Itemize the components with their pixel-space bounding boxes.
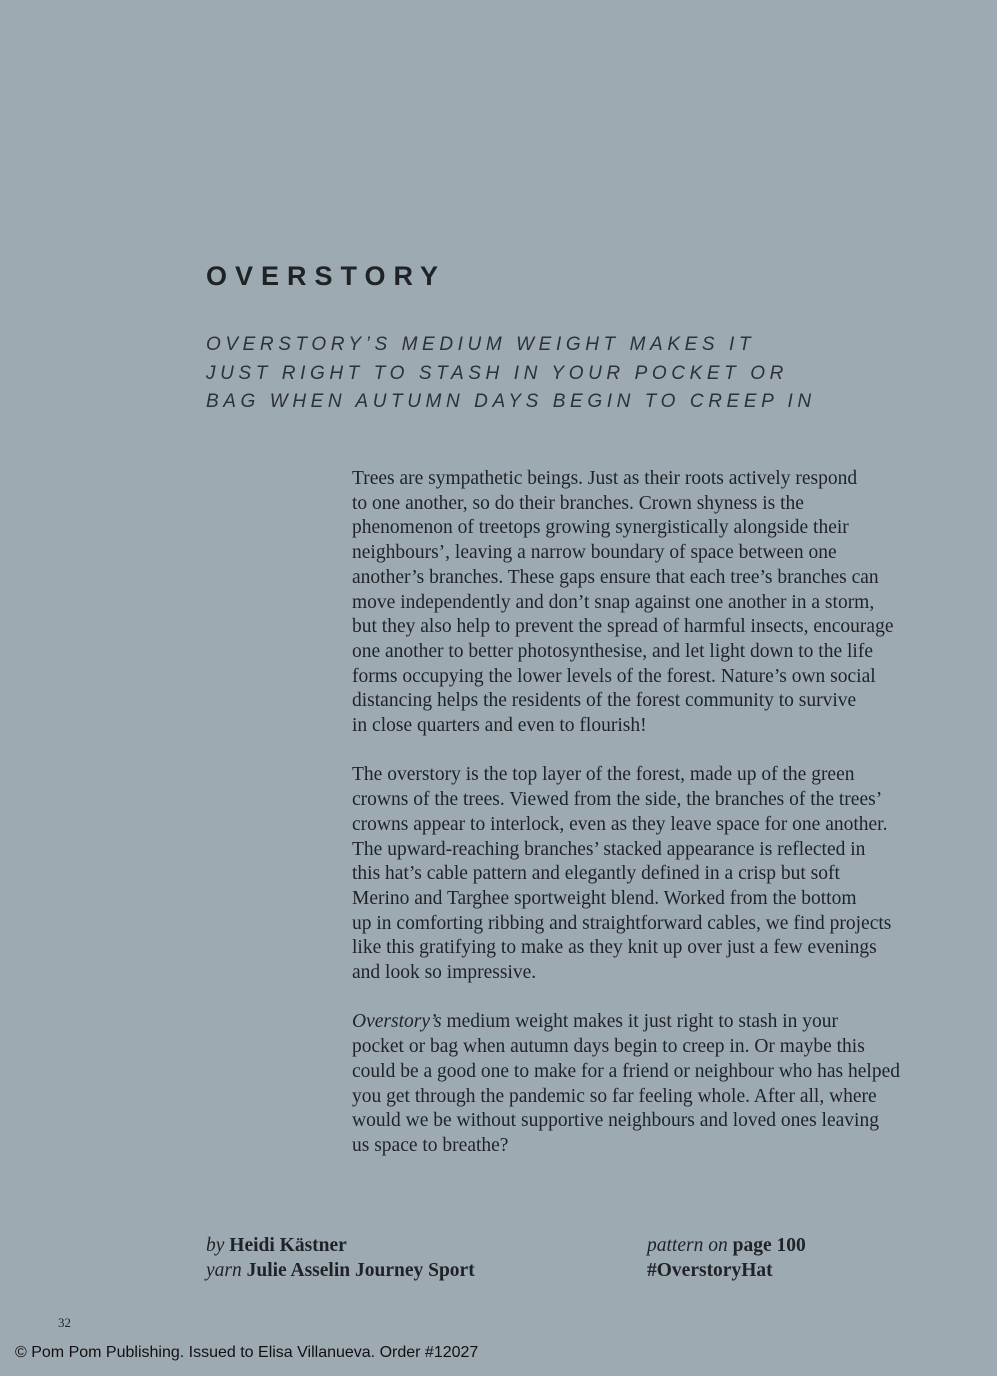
body-line: and look so impressive. — [352, 962, 537, 984]
hashtag: #OverstoryHat — [647, 1260, 773, 1281]
body-line: in close quarters and even to flourish! — [352, 715, 647, 737]
body-line-rest: medium weight makes it just right to stash in your — [441, 1011, 839, 1033]
body-line: The overstory is the top layer of the forest, made up of the green — [352, 764, 855, 786]
yarn-label: yarn — [206, 1260, 242, 1281]
body-line: this hat’s cable pattern and elegantly defined in a crisp but soft — [352, 863, 840, 885]
body-line: would we be without supportive neighbours and loved ones leaving — [352, 1110, 879, 1132]
italic-pattern-name: Overstory’s — [352, 1011, 442, 1033]
body-line — [352, 1010, 912, 1035]
body-line: you get through the pandemic so far feeling whole. After all, where — [352, 1085, 877, 1107]
copyright-notice: © Pom Pom Publishing. Issued to Elisa Villanueva. Order #12027 — [15, 1344, 479, 1361]
body-line: another’s branches. These gaps ensure that each tree’s branches can — [352, 566, 879, 588]
body-line: pocket or bag when autumn days begin to creep in. Or maybe this — [352, 1036, 865, 1058]
body-line: but they also help to prevent the spread of harmful insects, encourage — [352, 616, 894, 638]
designer-credits — [206, 1233, 475, 1283]
body-line: to one another, so do their branches. Crown shyness is the — [352, 492, 804, 514]
body-line: Trees are sympathetic beings. Just as their roots actively respond — [352, 468, 858, 489]
body-line: forms occupying the lower levels of the forest. Nature’s own social — [352, 665, 876, 687]
yarn-name: Julie Asselin Journey Sport — [246, 1260, 475, 1281]
article-body — [352, 467, 912, 1183]
page-number: 32 — [58, 1315, 71, 1330]
pattern-credits — [647, 1233, 806, 1283]
body-paragraph-1 — [352, 467, 912, 739]
body-paragraph-2 — [352, 763, 912, 985]
article-title: OVERSTORY — [206, 261, 447, 291]
designer-row — [206, 1233, 475, 1258]
subtitle-line: BAG WHEN AUTUMN DAYS BEGIN TO CREEP IN — [206, 391, 816, 413]
body-line: crowns of the trees. Viewed from the side, the branches of the trees’ — [352, 789, 883, 811]
body-line: like this gratifying to make as they knit up over just a few evenings — [352, 937, 877, 959]
hashtag-row — [647, 1258, 806, 1283]
body-line: phenomenon of treetops growing synergistically alongside their — [352, 517, 849, 539]
pattern-page-row — [647, 1233, 806, 1258]
subtitle-line: OVERSTORY’S MEDIUM WEIGHT MAKES IT — [206, 334, 756, 355]
body-line: neighbours’, leaving a narrow boundary of space between one — [352, 542, 837, 564]
body-line: Merino and Targhee sportweight blend. Worked from the bottom — [352, 887, 857, 909]
body-line: us space to breathe? — [352, 1134, 509, 1156]
body-line: The upward-reaching branches’ stacked appearance is reflected in — [352, 838, 866, 860]
body-line: could be a good one to make for a friend or neighbour who has helped — [352, 1060, 900, 1082]
body-line: crowns appear to interlock, even as they leave space for one another. — [352, 813, 888, 835]
body-line: distancing helps the residents of the forest community to survive — [352, 690, 857, 712]
body-line: one another to better photosynthesise, and let light down to the life — [352, 640, 873, 662]
yarn-row — [206, 1258, 475, 1283]
designer-name: Heidi Kästner — [229, 1235, 347, 1256]
pattern-label: pattern on — [647, 1235, 728, 1256]
article-subtitle — [206, 331, 846, 417]
body-paragraph-3 — [352, 1010, 912, 1158]
by-label: by — [206, 1235, 225, 1256]
subtitle-line: JUST RIGHT TO STASH IN YOUR POCKET OR — [206, 362, 788, 384]
body-line: move independently and don’t snap against one another in a storm, — [352, 591, 875, 613]
pattern-page-link[interactable]: page 100 — [732, 1235, 806, 1256]
body-line: up in comforting ribbing and straightforward cables, we find projects — [352, 912, 892, 934]
